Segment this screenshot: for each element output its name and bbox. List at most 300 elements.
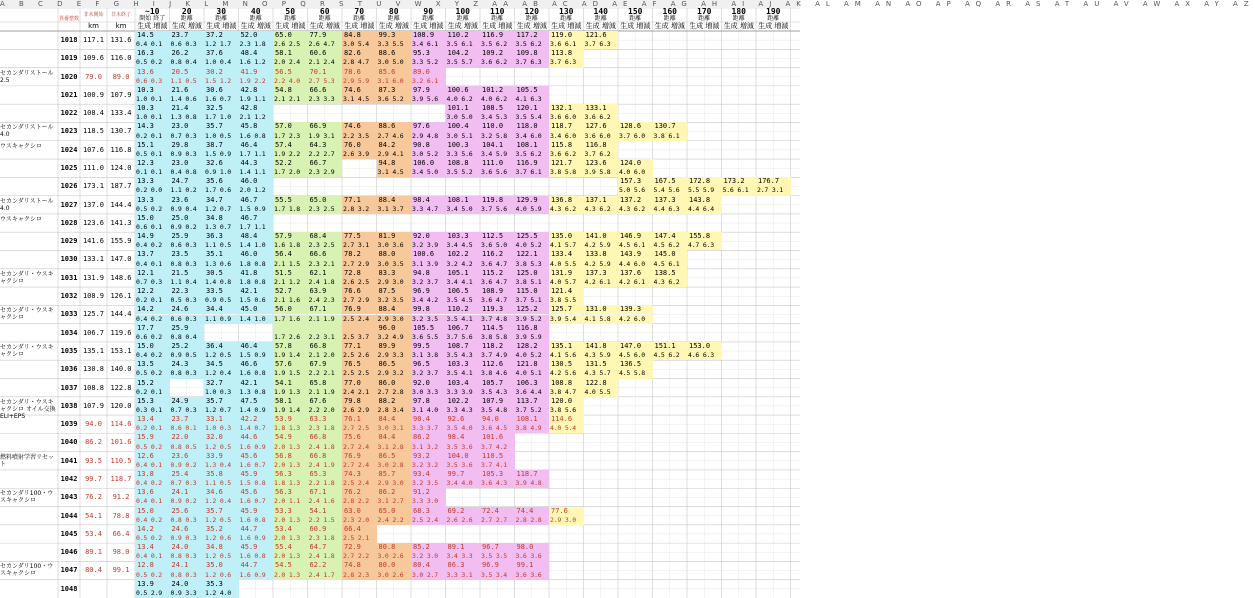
reading-split[interactable]: 2.1 1.9 [308, 388, 343, 397]
reading-split[interactable]: 4.1 6.3 [515, 95, 550, 104]
reading-split[interactable] [722, 461, 757, 470]
reading-total[interactable] [377, 104, 412, 113]
reading-total[interactable]: 128.6 [618, 122, 653, 131]
reading-split[interactable]: 1.9 1.5 [273, 369, 308, 378]
reading-split[interactable]: 4.1 5.8 [584, 315, 619, 324]
reading-split[interactable]: 0.6 0.3 [170, 315, 205, 324]
reading-total[interactable] [584, 488, 619, 497]
reading-total[interactable] [584, 397, 619, 406]
reading-total[interactable]: 77.9 [308, 31, 343, 40]
reading-total[interactable]: 92.0 [411, 232, 446, 241]
reading-split[interactable] [722, 369, 757, 378]
reading-total[interactable] [722, 324, 757, 333]
row-odo[interactable]: 53.4 [85, 529, 102, 538]
reading-split[interactable]: 1.2 0.5 [204, 516, 239, 525]
reading-total[interactable] [618, 86, 653, 95]
reading-split[interactable] [722, 315, 757, 324]
reading-total[interactable]: 84.4 [377, 415, 412, 424]
reading-split[interactable]: 1.2 0.6 [204, 571, 239, 580]
reading-split[interactable] [584, 552, 619, 561]
reading-split[interactable]: 4.3 5.9 [584, 351, 619, 360]
reading-total[interactable]: 84.4 [377, 433, 412, 442]
reading-total[interactable]: 93.2 [411, 452, 446, 461]
reading-split[interactable]: 4.2 5.9 [584, 241, 619, 250]
reading-split[interactable]: 0.6 0.2 [135, 333, 170, 342]
reading-split[interactable] [618, 58, 653, 67]
reading-split[interactable] [687, 369, 722, 378]
reading-total[interactable]: 45.8 [239, 122, 274, 131]
row-id[interactable]: 1044 [60, 511, 78, 520]
reading-total[interactable]: 136.5 [618, 360, 653, 369]
reading-split[interactable]: 3.7 5.1 [515, 296, 550, 305]
reading-total[interactable]: 35.3 [204, 580, 239, 589]
row-total[interactable]: 144.4 [110, 200, 132, 209]
row-odo[interactable]: 109.6 [82, 54, 105, 63]
reading-split[interactable]: 1.6 0.8 [239, 552, 274, 561]
reading-total[interactable]: 74.6 [342, 86, 377, 95]
reading-split[interactable] [653, 406, 688, 415]
reading-split[interactable] [446, 497, 481, 506]
reading-total[interactable]: 41.8 [239, 269, 274, 278]
reading-split[interactable] [722, 351, 757, 360]
reading-split[interactable]: 1.2 0.7 [204, 406, 239, 415]
reading-split[interactable] [239, 333, 274, 342]
reading-total[interactable]: 112.6 [480, 360, 515, 369]
reading-total[interactable]: 99.5 [411, 342, 446, 351]
reading-total[interactable]: 108.9 [480, 287, 515, 296]
reading-total[interactable] [653, 561, 688, 570]
reading-split[interactable] [653, 497, 688, 506]
row-total[interactable]: 110.5 [110, 456, 132, 465]
reading-total[interactable] [618, 452, 653, 461]
reading-total[interactable]: 90.4 [411, 415, 446, 424]
reading-total[interactable]: 65.3 [308, 470, 343, 479]
reading-split[interactable] [756, 58, 791, 67]
reading-split[interactable]: 2.4 1.6 [308, 497, 343, 506]
reading-total[interactable]: 56.3 [273, 488, 308, 497]
reading-split[interactable]: 2.4 1.8 [308, 552, 343, 561]
reading-total[interactable]: 83.3 [377, 269, 412, 278]
reading-split[interactable]: 0.8 0.5 [170, 443, 205, 452]
reading-split[interactable]: 1.9 2.2 [273, 150, 308, 159]
reading-total[interactable]: 74.6 [342, 122, 377, 131]
reading-split[interactable] [653, 95, 688, 104]
reading-total[interactable] [515, 214, 550, 223]
reading-split[interactable] [756, 497, 791, 506]
reading-total[interactable] [722, 196, 757, 205]
reading-total[interactable]: 122.1 [515, 250, 550, 259]
reading-split[interactable]: 1.0 0.3 [204, 388, 239, 397]
reading-total[interactable] [549, 470, 584, 479]
reading-total[interactable] [653, 31, 688, 40]
reading-split[interactable]: 1.3 0.8 [170, 113, 205, 122]
reading-total[interactable]: 13.5 [135, 360, 170, 369]
reading-split[interactable]: 0.8 0.3 [170, 552, 205, 561]
reading-total[interactable] [687, 86, 722, 95]
reading-split[interactable] [273, 589, 308, 598]
reading-total[interactable] [722, 433, 757, 442]
row-id[interactable]: 1034 [60, 328, 78, 337]
reading-total[interactable]: 89.0 [411, 68, 446, 77]
reading-split[interactable]: 4.4 6.4 [687, 205, 722, 214]
reading-total[interactable] [584, 452, 619, 461]
reading-split[interactable]: 3.3 3.1 [446, 571, 481, 580]
reading-split[interactable]: 3.8 5.8 [549, 168, 584, 177]
reading-total[interactable]: 44.7 [239, 561, 274, 570]
reading-total[interactable]: 104.2 [446, 49, 481, 58]
reading-total[interactable]: 32.7 [204, 379, 239, 388]
reading-total[interactable]: 77.1 [342, 342, 377, 351]
reading-split[interactable] [756, 589, 791, 598]
reading-total[interactable]: 65.0 [308, 196, 343, 205]
reading-split[interactable]: 1.7 1.6 [273, 315, 308, 324]
reading-total[interactable] [273, 580, 308, 589]
reading-total[interactable]: 172.8 [687, 177, 722, 186]
reading-total[interactable]: 147.0 [618, 342, 653, 351]
reading-split[interactable]: 2.1 2.0 [308, 351, 343, 360]
reading-split[interactable]: 3.7 6.2 [584, 150, 619, 159]
reading-split[interactable]: 1.6 1.8 [273, 241, 308, 250]
reading-total[interactable] [756, 214, 791, 223]
reading-total[interactable]: 98.0 [515, 543, 550, 552]
reading-total[interactable]: 16.3 [135, 49, 170, 58]
reading-split[interactable]: 2.7 2.7 [480, 516, 515, 525]
reading-total[interactable]: 141.0 [584, 232, 619, 241]
reading-total[interactable]: 10.3 [135, 86, 170, 95]
reading-split[interactable]: 3.2 5.8 [480, 132, 515, 141]
reading-total[interactable]: 84.8 [342, 31, 377, 40]
reading-split[interactable]: 3.3 3.9 [446, 388, 481, 397]
reading-total[interactable] [618, 561, 653, 570]
reading-split[interactable]: 3.5 3.6 [446, 461, 481, 470]
reading-total[interactable]: 87.3 [377, 86, 412, 95]
reading-total[interactable]: 85.7 [377, 470, 412, 479]
reading-total[interactable]: 143.9 [618, 250, 653, 259]
reading-total[interactable]: 106.7 [446, 324, 481, 333]
reading-total[interactable]: 118.2 [480, 342, 515, 351]
reading-total[interactable]: 66.4 [342, 525, 377, 534]
reading-total[interactable]: 35.1 [204, 250, 239, 259]
reading-total[interactable] [653, 49, 688, 58]
reading-total[interactable]: 96.9 [411, 287, 446, 296]
reading-total[interactable] [722, 379, 757, 388]
reading-total[interactable]: 151.1 [653, 342, 688, 351]
reading-total[interactable]: 110.5 [480, 452, 515, 461]
reading-total[interactable]: 137.2 [618, 196, 653, 205]
reading-total[interactable]: 13.3 [135, 177, 170, 186]
reading-total[interactable] [653, 525, 688, 534]
reading-split[interactable] [756, 571, 791, 580]
row-total[interactable]: 89.0 [112, 72, 130, 81]
reading-split[interactable]: 5.6 6.1 [722, 186, 757, 195]
reading-split[interactable] [756, 95, 791, 104]
reading-split[interactable]: 1.1 0.9 [204, 315, 239, 324]
reading-split[interactable] [722, 77, 757, 86]
reading-split[interactable] [756, 351, 791, 360]
reading-total[interactable]: 68.4 [308, 232, 343, 241]
reading-total[interactable]: 34.5 [204, 360, 239, 369]
reading-split[interactable]: 4.0 6.2 [446, 95, 481, 104]
reading-total[interactable]: 101.6 [480, 433, 515, 442]
reading-split[interactable] [756, 150, 791, 159]
reading-total[interactable]: 121.4 [549, 287, 584, 296]
reading-total[interactable]: 23.0 [170, 122, 205, 131]
row-id[interactable]: 1033 [60, 310, 78, 319]
reading-total[interactable]: 117.2 [515, 31, 550, 40]
reading-total[interactable] [584, 433, 619, 442]
reading-split[interactable]: 0.2 0.1 [135, 132, 170, 141]
reading-total[interactable]: 88.6 [377, 122, 412, 131]
reading-split[interactable]: 2.8 2.2 [342, 497, 377, 506]
reading-total[interactable] [653, 141, 688, 150]
reading-split[interactable] [618, 223, 653, 232]
reading-total[interactable] [756, 104, 791, 113]
reading-total[interactable]: 105.5 [411, 324, 446, 333]
reading-split[interactable] [722, 278, 757, 287]
row-id[interactable]: 1027 [60, 200, 78, 209]
reading-split[interactable]: 3.1 2.7 [377, 497, 412, 506]
reading-total[interactable]: 115.8 [549, 141, 584, 150]
reading-split[interactable]: 2.7 3.1 [342, 241, 377, 250]
reading-split[interactable] [618, 516, 653, 525]
reading-total[interactable] [687, 470, 722, 479]
reading-total[interactable]: 15.2 [135, 379, 170, 388]
reading-total[interactable]: 78.6 [342, 68, 377, 77]
reading-total[interactable] [342, 324, 377, 333]
reading-split[interactable] [584, 58, 619, 67]
reading-split[interactable] [549, 552, 584, 561]
reading-split[interactable]: 2.1 2.4 [308, 58, 343, 67]
reading-split[interactable] [584, 95, 619, 104]
reading-total[interactable]: 79.8 [342, 397, 377, 406]
reading-total[interactable]: 176.7 [756, 177, 791, 186]
reading-split[interactable]: 3.9 4.8 [515, 479, 550, 488]
reading-split[interactable]: 3.6 6.0 [584, 132, 619, 141]
reading-split[interactable]: 2.8 4.7 [342, 58, 377, 67]
reading-total[interactable]: 55.4 [273, 543, 308, 552]
reading-split[interactable]: 3.0 3.6 [377, 241, 412, 250]
reading-split[interactable]: 3.6 4.7 [480, 278, 515, 287]
reading-total[interactable]: 105.5 [515, 86, 550, 95]
reading-split[interactable]: 4.0 5.4 [549, 424, 584, 433]
reading-split[interactable] [377, 223, 412, 232]
reading-total[interactable]: 108.1 [515, 141, 550, 150]
reading-split[interactable]: 0.8 0.3 [170, 571, 205, 580]
reading-split[interactable]: 3.9 5.4 [549, 315, 584, 324]
reading-total[interactable]: 72.9 [342, 543, 377, 552]
reading-total[interactable]: 173.2 [722, 177, 757, 186]
reading-total[interactable]: 35.6 [204, 177, 239, 186]
reading-total[interactable]: 14.2 [135, 525, 170, 534]
reading-total[interactable]: 67.9 [308, 360, 343, 369]
reading-total[interactable]: 99.7 [446, 470, 481, 479]
reading-split[interactable] [687, 516, 722, 525]
reading-split[interactable]: 3.3 5.5 [377, 40, 412, 49]
reading-total[interactable]: 116.8 [584, 141, 619, 150]
reading-split[interactable]: 1.5 0.6 [239, 296, 274, 305]
reading-split[interactable] [722, 552, 757, 561]
reading-total[interactable] [480, 214, 515, 223]
reading-total[interactable]: 74.3 [342, 470, 377, 479]
reading-split[interactable] [687, 150, 722, 159]
reading-split[interactable]: 3.7 6.3 [584, 40, 619, 49]
reading-total[interactable]: 124.0 [618, 159, 653, 168]
reading-total[interactable]: 114.6 [549, 415, 584, 424]
reading-split[interactable]: 2.4 1.7 [308, 571, 343, 580]
reading-total[interactable] [273, 104, 308, 113]
reading-total[interactable] [239, 324, 274, 333]
reading-total[interactable]: 13.6 [135, 488, 170, 497]
reading-split[interactable]: 2.2 2.7 [308, 150, 343, 159]
reading-total[interactable]: 25.4 [170, 470, 205, 479]
reading-split[interactable]: 3.6 4.3 [480, 479, 515, 488]
reading-total[interactable] [653, 507, 688, 516]
reading-total[interactable]: 34.6 [204, 488, 239, 497]
reading-total[interactable]: 14.9 [135, 232, 170, 241]
reading-split[interactable] [342, 589, 377, 598]
reading-split[interactable] [687, 223, 722, 232]
reading-split[interactable]: 2.1 1.9 [308, 315, 343, 324]
reading-split[interactable]: 3.1 6.0 [377, 77, 412, 86]
reading-split[interactable] [653, 223, 688, 232]
reading-split[interactable] [584, 424, 619, 433]
reading-total[interactable]: 42.8 [239, 104, 274, 113]
reading-total[interactable]: 108.7 [446, 342, 481, 351]
reading-split[interactable] [377, 534, 412, 543]
reading-split[interactable] [756, 113, 791, 122]
reading-total[interactable]: 13.9 [135, 580, 170, 589]
reading-split[interactable]: 1.0 0.4 [204, 58, 239, 67]
reading-total[interactable]: 76.6 [342, 287, 377, 296]
reading-split[interactable]: 4.0 5.5 [584, 388, 619, 397]
reading-total[interactable]: 81.9 [377, 232, 412, 241]
reading-total[interactable] [411, 525, 446, 534]
reading-total[interactable] [584, 561, 619, 570]
reading-total[interactable]: 52.7 [273, 287, 308, 296]
reading-total[interactable]: 21.5 [170, 269, 205, 278]
row-total[interactable]: 153.1 [110, 346, 132, 355]
reading-total[interactable] [687, 580, 722, 589]
row-total[interactable]: 130.7 [110, 127, 132, 136]
row-total[interactable]: 141.3 [110, 218, 132, 227]
reading-split[interactable]: 3.7 6.3 [515, 58, 550, 67]
row-total[interactable]: 124.0 [110, 164, 132, 173]
row-total[interactable]: 187.7 [110, 182, 132, 191]
row-odo[interactable]: 107.9 [82, 401, 105, 410]
reading-total[interactable]: 24.6 [170, 525, 205, 534]
reading-split[interactable]: 2.5 2.1 [342, 534, 377, 543]
reading-split[interactable] [756, 40, 791, 49]
reading-total[interactable] [653, 287, 688, 296]
reading-split[interactable] [308, 223, 343, 232]
reading-total[interactable]: 12.6 [135, 452, 170, 461]
reading-split[interactable]: 0.9 3.3 [170, 589, 205, 598]
reading-split[interactable]: 0.4 0.1 [135, 461, 170, 470]
reading-total[interactable] [756, 196, 791, 205]
reading-total[interactable]: 137.1 [584, 196, 619, 205]
reading-total[interactable] [653, 104, 688, 113]
reading-split[interactable]: 4.5 6.2 [653, 241, 688, 250]
reading-split[interactable]: 2.1 1.2 [273, 278, 308, 287]
reading-total[interactable]: 53.4 [273, 525, 308, 534]
row-id[interactable]: 1020 [60, 72, 78, 81]
reading-split[interactable]: 2.5 2.4 [411, 516, 446, 525]
reading-total[interactable]: 105.1 [446, 269, 481, 278]
reading-total[interactable] [653, 68, 688, 77]
reading-split[interactable] [618, 571, 653, 580]
reading-total[interactable]: 20.5 [170, 68, 205, 77]
reading-split[interactable]: 2.2 1.5 [308, 516, 343, 525]
reading-total[interactable]: 94.0 [480, 415, 515, 424]
reading-split[interactable] [653, 424, 688, 433]
reading-split[interactable]: 0.4 0.2 [135, 241, 170, 250]
reading-total[interactable] [756, 31, 791, 40]
reading-split[interactable]: 3.6 4.5 [480, 424, 515, 433]
reading-total[interactable]: 60.9 [308, 525, 343, 534]
reading-split[interactable]: 2.5 2.4 [342, 479, 377, 488]
reading-total[interactable] [411, 580, 446, 589]
reading-split[interactable]: 2.0 1.1 [273, 497, 308, 506]
row-id[interactable]: 1021 [60, 90, 78, 99]
reading-split[interactable]: 2.3 1.8 [239, 40, 274, 49]
reading-split[interactable] [687, 95, 722, 104]
reading-total[interactable] [618, 580, 653, 589]
reading-split[interactable]: 1.7 2.6 [273, 333, 308, 342]
reading-total[interactable] [722, 360, 757, 369]
reading-total[interactable] [170, 379, 205, 388]
reading-split[interactable] [618, 40, 653, 49]
row-odo[interactable] [80, 580, 107, 598]
reading-total[interactable]: 108.1 [515, 415, 550, 424]
reading-split[interactable] [722, 132, 757, 141]
reading-split[interactable] [722, 534, 757, 543]
reading-split[interactable]: 2.5 3.7 [342, 333, 377, 342]
reading-split[interactable] [687, 315, 722, 324]
reading-total[interactable]: 14.3 [135, 122, 170, 131]
row-odo[interactable]: 108.4 [82, 109, 105, 118]
row-id[interactable]: 1048 [60, 584, 78, 593]
reading-split[interactable]: 1.4 1.0 [239, 241, 274, 250]
row-odo[interactable]: 133.1 [82, 255, 105, 264]
reading-split[interactable]: 0.7 0.3 [170, 132, 205, 141]
reading-split[interactable]: 1.4 0.8 [204, 278, 239, 287]
row-odo[interactable]: 100.9 [82, 90, 105, 99]
reading-split[interactable]: 2.6 3.9 [342, 150, 377, 159]
reading-total[interactable] [618, 214, 653, 223]
reading-total[interactable] [308, 214, 343, 223]
reading-split[interactable] [618, 113, 653, 122]
reading-split[interactable]: 3.1 3.8 [411, 351, 446, 360]
reading-split[interactable]: 0.8 0.3 [170, 260, 205, 269]
reading-total[interactable]: 63.9 [308, 287, 343, 296]
reading-total[interactable]: 34.8 [204, 543, 239, 552]
reading-split[interactable]: 0.8 0.3 [170, 369, 205, 378]
reading-total[interactable] [411, 214, 446, 223]
reading-split[interactable] [377, 186, 412, 195]
reading-split[interactable]: 3.4 4.5 [446, 241, 481, 250]
reading-split[interactable]: 2.5 2.4 [342, 315, 377, 324]
reading-split[interactable]: 0.6 0.1 [135, 223, 170, 232]
reading-total[interactable]: 54.1 [308, 507, 343, 516]
reading-split[interactable]: 0.4 0.2 [135, 315, 170, 324]
reading-total[interactable] [687, 543, 722, 552]
reading-split[interactable]: 2.0 1.2 [239, 186, 274, 195]
row-odo[interactable]: 80.4 [85, 566, 102, 575]
reading-split[interactable] [549, 479, 584, 488]
reading-total[interactable] [653, 397, 688, 406]
reading-split[interactable]: 3.5 3.6 [446, 443, 481, 452]
reading-split[interactable]: 3.2 3.5 [411, 479, 446, 488]
